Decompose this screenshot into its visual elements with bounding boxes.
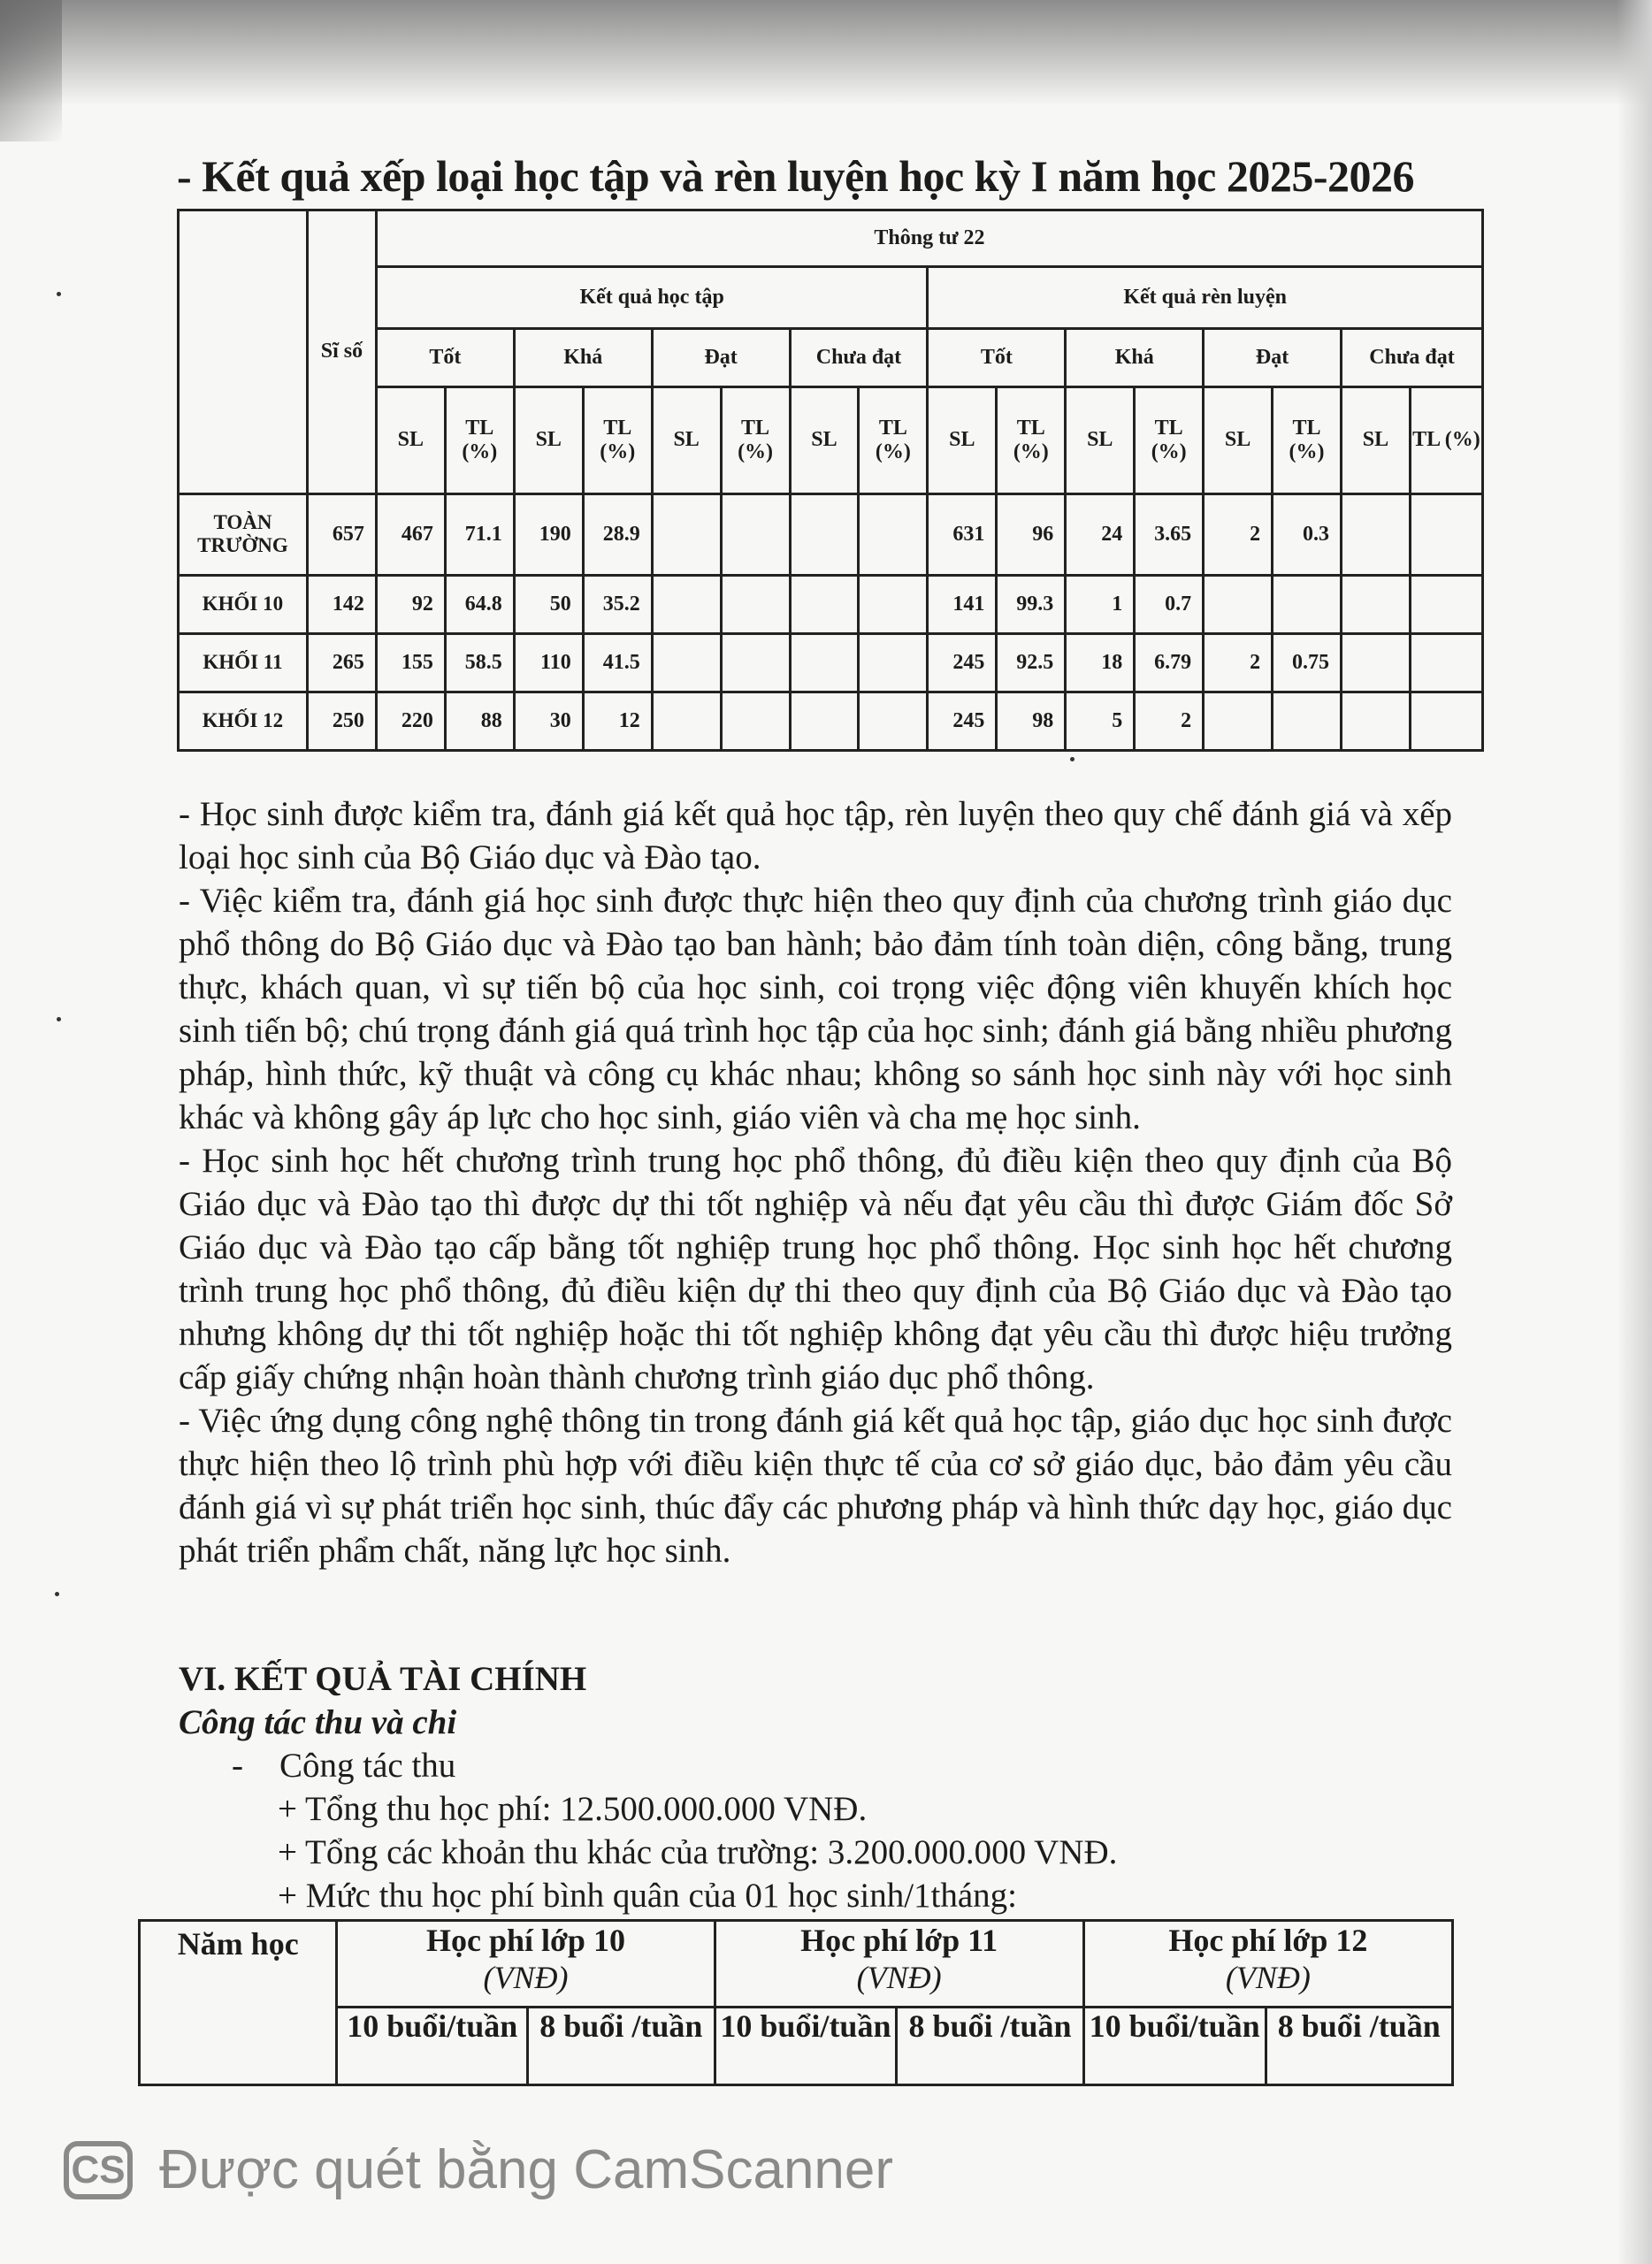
- sessions-8-cell: 8 buổi /tuần: [897, 2008, 1083, 2085]
- siso-header: Sĩ số: [307, 210, 376, 494]
- scan-speck: [55, 1592, 59, 1596]
- value-cell: [1410, 692, 1482, 750]
- grade-label: Học phí lớp 11: [800, 1923, 998, 1958]
- value-cell: 99.3: [997, 575, 1066, 633]
- siso-cell: 657: [307, 493, 376, 575]
- value-cell: [859, 633, 928, 692]
- section-heading: VI. KẾT QUẢ TÀI CHÍNH: [179, 1660, 587, 1698]
- value-cell: [1204, 575, 1273, 633]
- camscanner-watermark: [64, 2138, 893, 2201]
- scan-speck: [57, 292, 61, 296]
- value-cell: [721, 575, 790, 633]
- table-row: [179, 692, 1483, 750]
- unit-label: (VNĐ): [1225, 1960, 1311, 1995]
- group-header: Thông tư 22: [376, 210, 1482, 267]
- table-row: [179, 493, 1483, 575]
- value-cell: [1342, 633, 1411, 692]
- value-cell: 0.3: [1273, 493, 1342, 575]
- row-label: TOÀN TRƯỜNG: [179, 493, 308, 575]
- sl-header: SL: [1204, 387, 1273, 493]
- table-row: [179, 575, 1483, 633]
- siso-cell: 142: [307, 575, 376, 633]
- row-label: KHỐI 12: [179, 692, 308, 750]
- level-header: Đạt: [1204, 329, 1342, 387]
- value-cell: 141: [928, 575, 997, 633]
- watermark-text: Được quét bằng CamScanner: [159, 2139, 894, 2200]
- tl-header: TL (%): [1410, 387, 1482, 493]
- value-cell: 92.5: [997, 633, 1066, 692]
- tl-header: TL (%): [445, 387, 514, 493]
- grade-label: Học phí lớp 12: [1168, 1923, 1368, 1958]
- value-cell: 0.7: [1135, 575, 1204, 633]
- value-cell: [652, 633, 721, 692]
- value-cell: 467: [376, 493, 445, 575]
- unit-label: (VNĐ): [483, 1960, 569, 1995]
- sl-header: SL: [652, 387, 721, 493]
- level-header: Tốt: [928, 329, 1066, 387]
- finance-line: + Mức thu học phí bình quân của 01 học sinh/1tháng:: [278, 1877, 1018, 1915]
- sl-header: SL: [514, 387, 583, 493]
- sl-header: SL: [928, 387, 997, 493]
- value-cell: 2: [1204, 493, 1273, 575]
- value-cell: 2: [1135, 692, 1204, 750]
- grade11-header: [715, 1921, 1083, 2008]
- value-cell: 0.75: [1273, 633, 1342, 692]
- value-cell: [721, 692, 790, 750]
- value-cell: 58.5: [445, 633, 514, 692]
- value-cell: 3.65: [1135, 493, 1204, 575]
- value-cell: 12: [583, 692, 652, 750]
- tl-header: TL (%): [721, 387, 790, 493]
- value-cell: 64.8: [445, 575, 514, 633]
- value-cell: 41.5: [583, 633, 652, 692]
- grade12-header: [1083, 1921, 1452, 2008]
- tl-header: TL (%): [1135, 387, 1204, 493]
- results-table: [177, 209, 1484, 752]
- value-cell: 24: [1066, 493, 1135, 575]
- value-cell: 631: [928, 493, 997, 575]
- value-cell: [1273, 575, 1342, 633]
- scan-speck: [1070, 757, 1075, 761]
- value-cell: [859, 493, 928, 575]
- page-title: - Kết quả xếp loại học tập và rèn luyện học kỳ I năm học 2025-2026: [177, 151, 1415, 201]
- paragraph: - Việc kiểm tra, đánh giá học sinh được thực hiện theo quy định của chương trình giáo dục phổ thông do Bộ Giáo dục và Đào tạo ban hành; bảo đảm tính toàn diện, công bằng, trung thực, khách quan, vì sự tiến bộ của học sinh, coi trọng việc động viên khuyến khích học sinh tiến bộ; chú trọng đánh giá quá trình học tập của học sinh; đánh giá bằng nhiều phương pháp, hình thức, kỹ thuật và công cụ khác nhau; không so sánh học sinh này với học sinh khác và không gây áp lực cho học sinh, giáo viên và cha mẹ học sinh.: [179, 882, 1452, 1136]
- value-cell: 71.1: [445, 493, 514, 575]
- level-header: Khá: [1066, 329, 1204, 387]
- camscanner-logo-icon: CS: [64, 2141, 133, 2199]
- corner-header-cell: [179, 210, 308, 494]
- value-cell: 88: [445, 692, 514, 750]
- level-header: Đạt: [652, 329, 790, 387]
- value-cell: 50: [514, 575, 583, 633]
- value-cell: [1410, 633, 1482, 692]
- siso-cell: 265: [307, 633, 376, 692]
- value-cell: [1410, 575, 1482, 633]
- value-cell: [652, 575, 721, 633]
- value-cell: [1342, 692, 1411, 750]
- value-cell: 5: [1066, 692, 1135, 750]
- value-cell: [721, 493, 790, 575]
- grade10-header: [337, 1921, 715, 2008]
- value-cell: [1342, 493, 1411, 575]
- value-cell: 110: [514, 633, 583, 692]
- value-cell: 92: [376, 575, 445, 633]
- conduct-header: Kết quả rèn luyện: [928, 267, 1483, 329]
- year-header-label: Năm học: [177, 1926, 299, 1962]
- value-cell: 96: [997, 493, 1066, 575]
- level-header: Khá: [514, 329, 652, 387]
- value-cell: 35.2: [583, 575, 652, 633]
- sessions-10-cell: 10 buổi/tuần: [1083, 2008, 1266, 2085]
- body-paragraphs: [179, 792, 1452, 1572]
- level-header: Chưa đạt: [790, 329, 928, 387]
- learning-header: Kết quả học tập: [376, 267, 928, 329]
- fees-table: [138, 1919, 1454, 2086]
- value-cell: [1204, 692, 1273, 750]
- sessions-10-cell: 10 buổi/tuần: [337, 2008, 528, 2085]
- value-cell: [1273, 692, 1342, 750]
- sl-header: SL: [376, 387, 445, 493]
- paragraph: - Học sinh học hết chương trình trung học phổ thông, đủ điều kiện theo quy định của Bộ Giáo dục và Đào tạo thì được dự thi tốt nghiệp và nếu đạt yêu cầu thì được Giám đốc Sở Giáo dục và Đào tạo cấp bằng tốt nghiệp trung học phổ thông. Học sinh học hết chương trình trung học phổ thông, đủ điều kiện dự thi theo quy định của Bộ Giáo dục và Đào tạo nhưng không dự thi tốt nghiệp hoặc thi tốt nghiệp không đạt yêu cầu thì được hiệu trưởng cấp giấy chứng nhận hoàn thành chương trình giáo dục phổ thông.: [179, 1142, 1452, 1396]
- sl-header: SL: [790, 387, 859, 493]
- scan-edge-shadow: [1617, 0, 1652, 2264]
- value-cell: [1342, 575, 1411, 633]
- tl-header: TL (%): [859, 387, 928, 493]
- value-cell: 245: [928, 633, 997, 692]
- value-cell: [790, 692, 859, 750]
- value-cell: 220: [376, 692, 445, 750]
- value-cell: [859, 692, 928, 750]
- row-label: KHỐI 11: [179, 633, 308, 692]
- value-cell: 155: [376, 633, 445, 692]
- value-cell: 98: [997, 692, 1066, 750]
- grade-label: Học phí lớp 10: [425, 1923, 625, 1958]
- paragraph: - Việc ứng dụng công nghệ thông tin trong đánh giá kết quả học tập, giáo dục học sinh được thực hiện theo lộ trình phù hợp với điều kiện thực tế của cơ sở giáo dục, bảo đảm yêu cầu đánh giá vì sự phát triển học sinh, thúc đẩy các phương pháp và hình thức dạy học, giáo dục phát triển phẩm chất, năng lực học sinh.: [179, 1402, 1452, 1570]
- bullet-dash: -: [232, 1747, 243, 1785]
- value-cell: [790, 633, 859, 692]
- row-label: KHỐI 10: [179, 575, 308, 633]
- table-row: [179, 633, 1483, 692]
- paragraph: - Học sinh được kiểm tra, đánh giá kết quả học tập, rèn luyện theo quy chế đánh giá và xếp loại học sinh của Bộ Giáo dục và Đào tạo.: [179, 795, 1452, 876]
- value-cell: 190: [514, 493, 583, 575]
- finance-line: + Tổng các khoản thu khác của trường: 3.200.000.000 VNĐ.: [278, 1833, 1118, 1871]
- value-cell: 6.79: [1135, 633, 1204, 692]
- level-header: Chưa đạt: [1342, 329, 1483, 387]
- value-cell: 245: [928, 692, 997, 750]
- scan-corner-shadow: [0, 0, 62, 142]
- scan-speck: [57, 1017, 61, 1021]
- value-cell: 1: [1066, 575, 1135, 633]
- sessions-8-cell: 8 buổi /tuần: [1266, 2008, 1452, 2085]
- value-cell: 18: [1066, 633, 1135, 692]
- level-header: Tốt: [376, 329, 514, 387]
- value-cell: [721, 633, 790, 692]
- value-cell: [652, 493, 721, 575]
- value-cell: [1410, 493, 1482, 575]
- year-header: [140, 1921, 337, 2085]
- sessions-10-cell: 10 buổi/tuần: [715, 2008, 897, 2085]
- sl-header: SL: [1342, 387, 1411, 493]
- value-cell: 28.9: [583, 493, 652, 575]
- unit-label: (VNĐ): [856, 1960, 942, 1995]
- tl-header: TL (%): [997, 387, 1066, 493]
- bullet-item: [232, 1744, 455, 1787]
- value-cell: [859, 575, 928, 633]
- value-cell: [652, 692, 721, 750]
- value-cell: [790, 493, 859, 575]
- value-cell: 2: [1204, 633, 1273, 692]
- value-cell: 30: [514, 692, 583, 750]
- value-cell: [790, 575, 859, 633]
- tl-header: TL (%): [583, 387, 652, 493]
- sl-header: SL: [1066, 387, 1135, 493]
- finance-line: + Tổng thu học phí: 12.500.000.000 VNĐ.: [278, 1790, 868, 1828]
- siso-cell: 250: [307, 692, 376, 750]
- sessions-8-cell: 8 buổi /tuần: [528, 2008, 715, 2085]
- bullet-text: Công tác thu: [279, 1747, 456, 1785]
- tl-header: TL (%): [1273, 387, 1342, 493]
- scan-shadow: [0, 0, 1652, 106]
- results-body: [179, 493, 1483, 750]
- section-subheading: Công tác thu và chi: [179, 1703, 457, 1741]
